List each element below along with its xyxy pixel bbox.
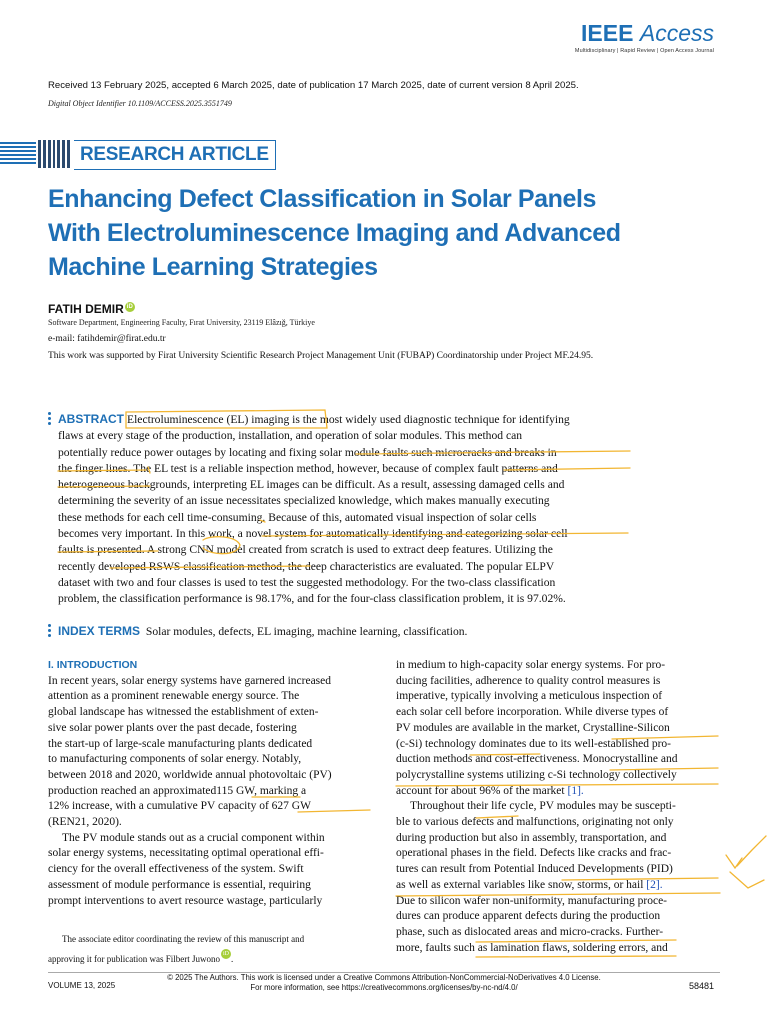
- license-line: © 2025 The Authors. This work is licensed under a Creative Commons Attribution-NonCommercial-NoDerivatives 4.0 License.: [167, 973, 601, 982]
- left-column: [48, 658, 368, 909]
- abstract-line: potentially reduce power outages by locating and fixing solar module faults such microcracks and breaks in: [58, 445, 557, 459]
- body-line: in medium to high-capacity solar energy systems. For pro-: [396, 659, 666, 671]
- section-heading-introduction: I. INTRODUCTION: [48, 659, 138, 671]
- body-line: assessment of module performance is essential, requiring: [48, 878, 311, 891]
- abstract-label: ABSTRACT: [58, 412, 124, 426]
- abstract-line: dataset with two and four classes is used to test the suggested methodology. For the two-class classification: [58, 575, 556, 589]
- body-line: attention as a prominent renewable energy source. The: [48, 690, 300, 703]
- body-line: as well as external variables like snow, storms, or hail [2].: [396, 878, 663, 891]
- abstract-line: heterogeneous backgrounds, interpreting EL images can be difficult. As a result, assessing damaged cells and: [58, 478, 565, 492]
- citation-link[interactable]: [2].: [646, 878, 663, 891]
- license-notice: [140, 973, 628, 993]
- body-line: between 2018 and 2020, worldwide annual photovoltaic (PV): [48, 768, 332, 781]
- body-line: account for about 96% of the market [1].: [396, 784, 584, 797]
- annotation-checkmark: [726, 855, 742, 868]
- body-line: during production but also in assembly, transportation, and: [396, 831, 667, 844]
- abstract-line: faults is presented. A strong CNN model created from scratch is used to extract deep features. Utilizing the: [58, 543, 553, 557]
- abstract: [58, 411, 628, 608]
- body-line: ducing facilities, adherence to quality control measures is: [396, 674, 661, 687]
- annotation-scribble: [730, 872, 764, 888]
- doi-line: Digital Object Identifier 10.1109/ACCESS.2025.3551749: [48, 99, 232, 108]
- body-line: In recent years, solar energy systems have garnered increased: [48, 674, 332, 687]
- abstract-line: determining the severity of an issue necessitates specialized knowledge, which makes manually executing: [58, 494, 550, 508]
- logo-tagline: Multidisciplinary | Rapid Review | Open Access Journal: [574, 48, 714, 54]
- body-line: tures can result from Potential Induced Developments (PID): [396, 863, 673, 876]
- body-line: Throughout their life cycle, PV modules may be suscepti-: [410, 800, 676, 813]
- right-column: [396, 658, 718, 956]
- article-type-label: RESEARCH ARTICLE: [74, 140, 276, 170]
- received-dates: Received 13 February 2025, accepted 6 March 2025, date of publication 17 March 2025, date of current version 8 April 2025.: [48, 80, 579, 91]
- abstract-dots-icon: [48, 412, 51, 427]
- funding-note: This work was supported by Firat University Scientific Research Project Management Unit (FUBAP) Coordinatorship under Project MF.24.95.: [48, 351, 594, 361]
- body-line: phase, such as dislocated areas and micro-cracks. Further-: [396, 925, 664, 938]
- body-line: Due to silicon wafer non-uniformity, manufacturing proce-: [396, 894, 668, 907]
- body-line: the start-up of large-scale manufacturing plants dedicated: [48, 737, 313, 750]
- orcid-icon[interactable]: iD: [126, 304, 133, 310]
- annotation-scribble: [737, 836, 766, 866]
- abstract-line: flaws at every stage of the production, installation, and operation of solar modules. This method can: [58, 429, 523, 443]
- banner-stripes-icon: [0, 142, 36, 166]
- body-line: imperative, typically involving a meticulous inspection of: [396, 690, 663, 703]
- research-article-banner: [0, 136, 280, 172]
- abstract-line: ABSTRACT Electroluminescence (EL) imaging is the most widely used diagnostic technique for identifying: [58, 412, 570, 426]
- editor-footnote: [48, 929, 378, 969]
- title-line: Machine Learning Strategies: [48, 253, 378, 281]
- logo-italic-text: Access: [639, 20, 714, 46]
- volume-label: VOLUME 13, 2025: [48, 981, 116, 990]
- body-line: (c-Si) technology dominates due to its well-established pro-: [396, 737, 671, 750]
- body-line: each solar cell before incorporation. While diverse types of: [396, 706, 669, 719]
- ieee-access-logo: [575, 20, 714, 54]
- body-line: sive solar power plants over the past decade, fostering: [48, 721, 297, 734]
- page-number: 58481: [688, 981, 714, 991]
- body-line: The PV module stands out as a crucial component within: [62, 831, 325, 844]
- abstract-line: recently developed RSWS classification method, the deep characteristics are evaluated. The popular ELPV: [58, 559, 555, 573]
- author-affiliation: Software Department, Engineering Faculty, Fırat University, 23119 Elâzığ, Türkiye: [48, 318, 315, 327]
- footnote-line: approving it for publication was Filbert Juwono iD .: [48, 951, 234, 964]
- author-name-block: [48, 302, 135, 316]
- abstract-line: problem, the classification performance is 98.17%, and for the four-class classification problem, it is 97.02%.: [58, 592, 566, 606]
- body-line: to manufacturing components of solar energy. Notably,: [48, 753, 302, 766]
- body-line: more, faults such as lamination flaws, soldering errors, and: [396, 941, 668, 954]
- orcid-icon[interactable]: iD: [222, 951, 229, 957]
- title-line: Enhancing Defect Classification in Solar Panels: [48, 185, 597, 213]
- author-email[interactable]: e-mail: fatihdemir@firat.edu.tr: [48, 334, 166, 344]
- body-line: ble to various defects and malfunctions, originating not only: [396, 816, 674, 829]
- title-line: With Electroluminescence Imaging and Advanced: [48, 219, 621, 247]
- index-terms-label: INDEX TERMS: [58, 624, 141, 638]
- abstract-line: the finger lines. The EL test is a reliable inspection method, however, because of complex fault patterns and: [58, 461, 558, 475]
- body-line: polycrystalline systems utilizing c-Si technology collectively: [396, 768, 677, 781]
- abstract-line: these methods for each cell time-consuming. Because of this, automated visual inspection of solar cells: [58, 510, 537, 524]
- author-name: FATIH DEMIR: [48, 302, 124, 316]
- index-terms-text: Solar modules, defects, EL imaging, machine learning, classification.: [145, 625, 468, 638]
- logo-bold-text: IEEE: [581, 20, 634, 46]
- body-line: prompt interventions to avert resource wastage, particularly: [48, 894, 323, 907]
- body-line: duction methods and cost-effectiveness. Monocrystalline and: [396, 753, 678, 766]
- body-line: PV modules are available in the market, Crystalline-Silicon: [396, 721, 670, 734]
- index-dots-icon: [48, 624, 51, 639]
- body-line: ciency for the overall effectiveness of the system. Swift: [48, 863, 304, 876]
- body-line: dures can produce apparent defects during the production: [396, 910, 661, 923]
- abstract-line: becomes very important. In this work, a novel system for automatically identifying and categorizing solar cell: [58, 527, 568, 541]
- paper-title: [48, 182, 668, 284]
- body-line: production reached an approximated115 GW, marking a: [48, 784, 307, 797]
- body-line: 12% increase, with a cumulative PV capacity of 627 GW: [48, 800, 311, 813]
- license-link[interactable]: For more information, see https://creativecommons.org/licenses/by-nc-nd/4.0/: [250, 983, 518, 992]
- index-terms: [58, 624, 638, 638]
- body-line: (REN21, 2020).: [48, 816, 122, 829]
- citation-link[interactable]: [1].: [567, 784, 584, 797]
- body-line: operational phases in the field. Defects like cracks and frac-: [396, 847, 672, 860]
- body-line: solar energy systems, necessitating optimal operational effi-: [48, 847, 324, 860]
- body-line: global landscape has witnessed the establishment of exten-: [48, 706, 319, 719]
- banner-bars-icon: [38, 140, 70, 168]
- footnote-line: The associate editor coordinating the review of this manuscript and: [62, 934, 305, 944]
